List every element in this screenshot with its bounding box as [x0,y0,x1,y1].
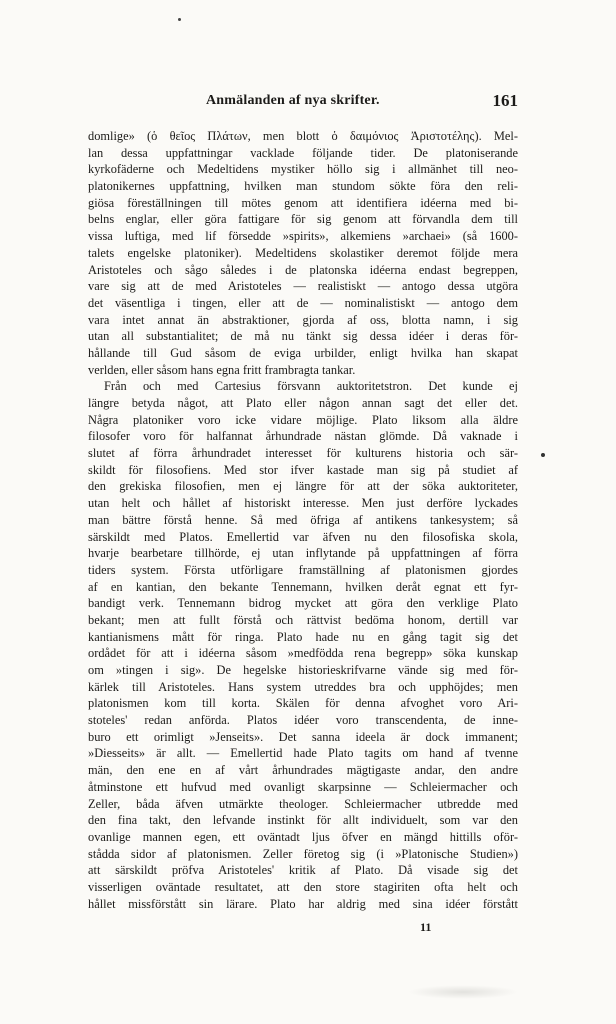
text-line: stådda sidor af platonismen. Zeller företog sig (i »Platonische Studien») [88,846,518,861]
ink-speck [178,18,181,21]
text-line: att särskildt pröfva Aristoteles' kritik af Plato. Då visade sig det [88,863,518,878]
text-line: stoteles' redan anförda. Platos idéer voro transcendenta, de inne- [88,713,518,728]
text-line: giösa föreställningen till mötes genom att identifiera idéerna med bi- [88,195,518,210]
text-line: bandigt verk. Tennemann bidrog mycket att göra den verklige Plato [88,596,518,611]
text-line: den fina takt, den lefvande instinkt för allt individuelt, som var den [88,813,518,828]
text-line: män, den ene en af vårt århundrades mägtigaste andar, den andre [88,763,518,778]
text-line: platonikernes uppfattning, hvilken man stundom sökte föra den reli- [88,179,518,194]
text-line: det väsentliga i tingen, eller att de — nominalistiskt — antogo dem [88,295,518,310]
text-line: den grekiska filosofien, men ej längre för att der söka auktoriteter, [88,479,518,494]
text-line: hvarje bearbetare tillhörde, ej utan inflytande på uppfattningen af förra [88,546,518,561]
text-line: bekant; men att fullt förstå och rättvist bedöma honom, dertill var [88,612,518,627]
page-number: 161 [492,91,518,110]
text-line: särskildt med Platos. Emellertid var äfven nu den filosofiska skola, [88,529,518,544]
text-line: om »tingen i sig». De hegelske historieskrifvarne vände sig med för- [88,663,518,677]
text-line: verlden, eller såsom hans egna fritt frambragta tankar. [88,362,356,377]
body-text [88,128,518,929]
text-line: utan all substantialitet; de må nu tänkt sig dessa idéer i deras för- [88,329,518,344]
text-line: ordådet för att i idéerna såsom »medföddа rena begrepp» söka kunskap [88,646,518,661]
text-line: vare sig att de med Aristoteles — realistiskt — antogo dessa utgöra [88,279,518,294]
text-line: skildt för filosofiens. Med stor ifver kastade man sig på studiet af [88,462,518,477]
text-line: kärlek till Aristoteles. Hans system utreddes bra och upphöjdes; men [88,679,518,694]
text-line: tiders system. Första utförligare framställning af platonismen gjordes [88,562,518,577]
text-line: utan helt och hållet af historiskt interesse. Men just derföre lyckades [88,496,518,511]
text-line: belns englar, eller göra fattigare för sig genom att förvandla dem till [88,212,518,227]
text-line: visserligen oväntade resultatet, att den store stagiriten ofta helt och [88,879,518,894]
text-line: kyrkofäderne och Medeltidens mystiker höllo sig i allmänhet till neo- [88,162,518,177]
text-line [88,912,518,929]
text-line: åtminstone ett hufvud med ovanligt skarpsinne — Schleiermacher och [88,779,518,794]
text-line: vara intet annat än abstraktioner, gjorda af oss, blotta namn, i sig [88,312,518,327]
running-title: Anmälanden af nya skrifter. [206,93,380,108]
text-line: »Diesseits» är allt. — Emellertid hade Plato tagits om hand af tvenne [88,746,518,761]
text-line: vissa luftiga, med lif försedde »spirits», alkemiens »archaei» (så 1600- [88,229,518,244]
text-line: platonismen kom till korta. Skälen för denna afvoghet voro Ari- [88,696,518,711]
text-line: lan dessa uppfattningar vacklade följande tider. De platoniserande [88,145,518,160]
text-line: talets engelske platoniker). Medeltidens skolastiker deremot följde mera [88,245,518,260]
text-line: hållet missförstått sin lärare. Plato har aldrig med sina idéer förstått [88,896,518,911]
printer-signature: 11 [420,920,432,934]
text-line: längre betyda något, att Plato eller någon annan sagt det eller det. [88,396,518,410]
ink-speck [541,453,545,457]
text-line: Zeller, båda äfven utmärkte theologer. Schleiermacher utbredde med [88,796,518,811]
page-header [88,91,518,113]
text-line: slutet af förra århundradet interesset för kulturens historia och sär- [88,446,518,461]
text-line: domlige» (ὁ θεῖος Πλάτων, men blott ὁ δαιμόνιος Ἀριστοτέλης). Mel- [88,129,518,143]
text-line: hållande till Gud såsom de eviga urbilder, enligt hvilka han skapat [88,345,518,360]
text-line: buro ett orimligt »Jenseits». Det sanna ideela är dock immanent; [88,729,518,744]
text-line: Några platoniker voro icke vidare möjlige. Plato liksom alla äldre [88,412,518,427]
text-line: filosofer voro för halfannat århundrade nästan glömde. Då vaknade i [88,429,518,444]
text-line: Från och med Cartesius försvann auktoritetstron. Det kunde ej [104,379,518,394]
text-line: Aristoteles och sågo således i de platonska idéerna endast begreppen, [88,262,518,277]
text-line: af en kantian, den bekante Tennemann, hvilken deråt egnat ett fyr- [88,579,518,594]
text-line: man bättre förstå henne. Så med öfriga af antikens tankesystem; så [88,512,518,527]
text-line: kantianismens mått för ringa. Plato hade nu en gång tagit sig det [88,629,518,644]
text-line: ovanlige mannen egen, ett oväntadt ljus öfver en mängd hittills oför- [88,829,518,844]
library-stamp-smudge [408,985,518,999]
